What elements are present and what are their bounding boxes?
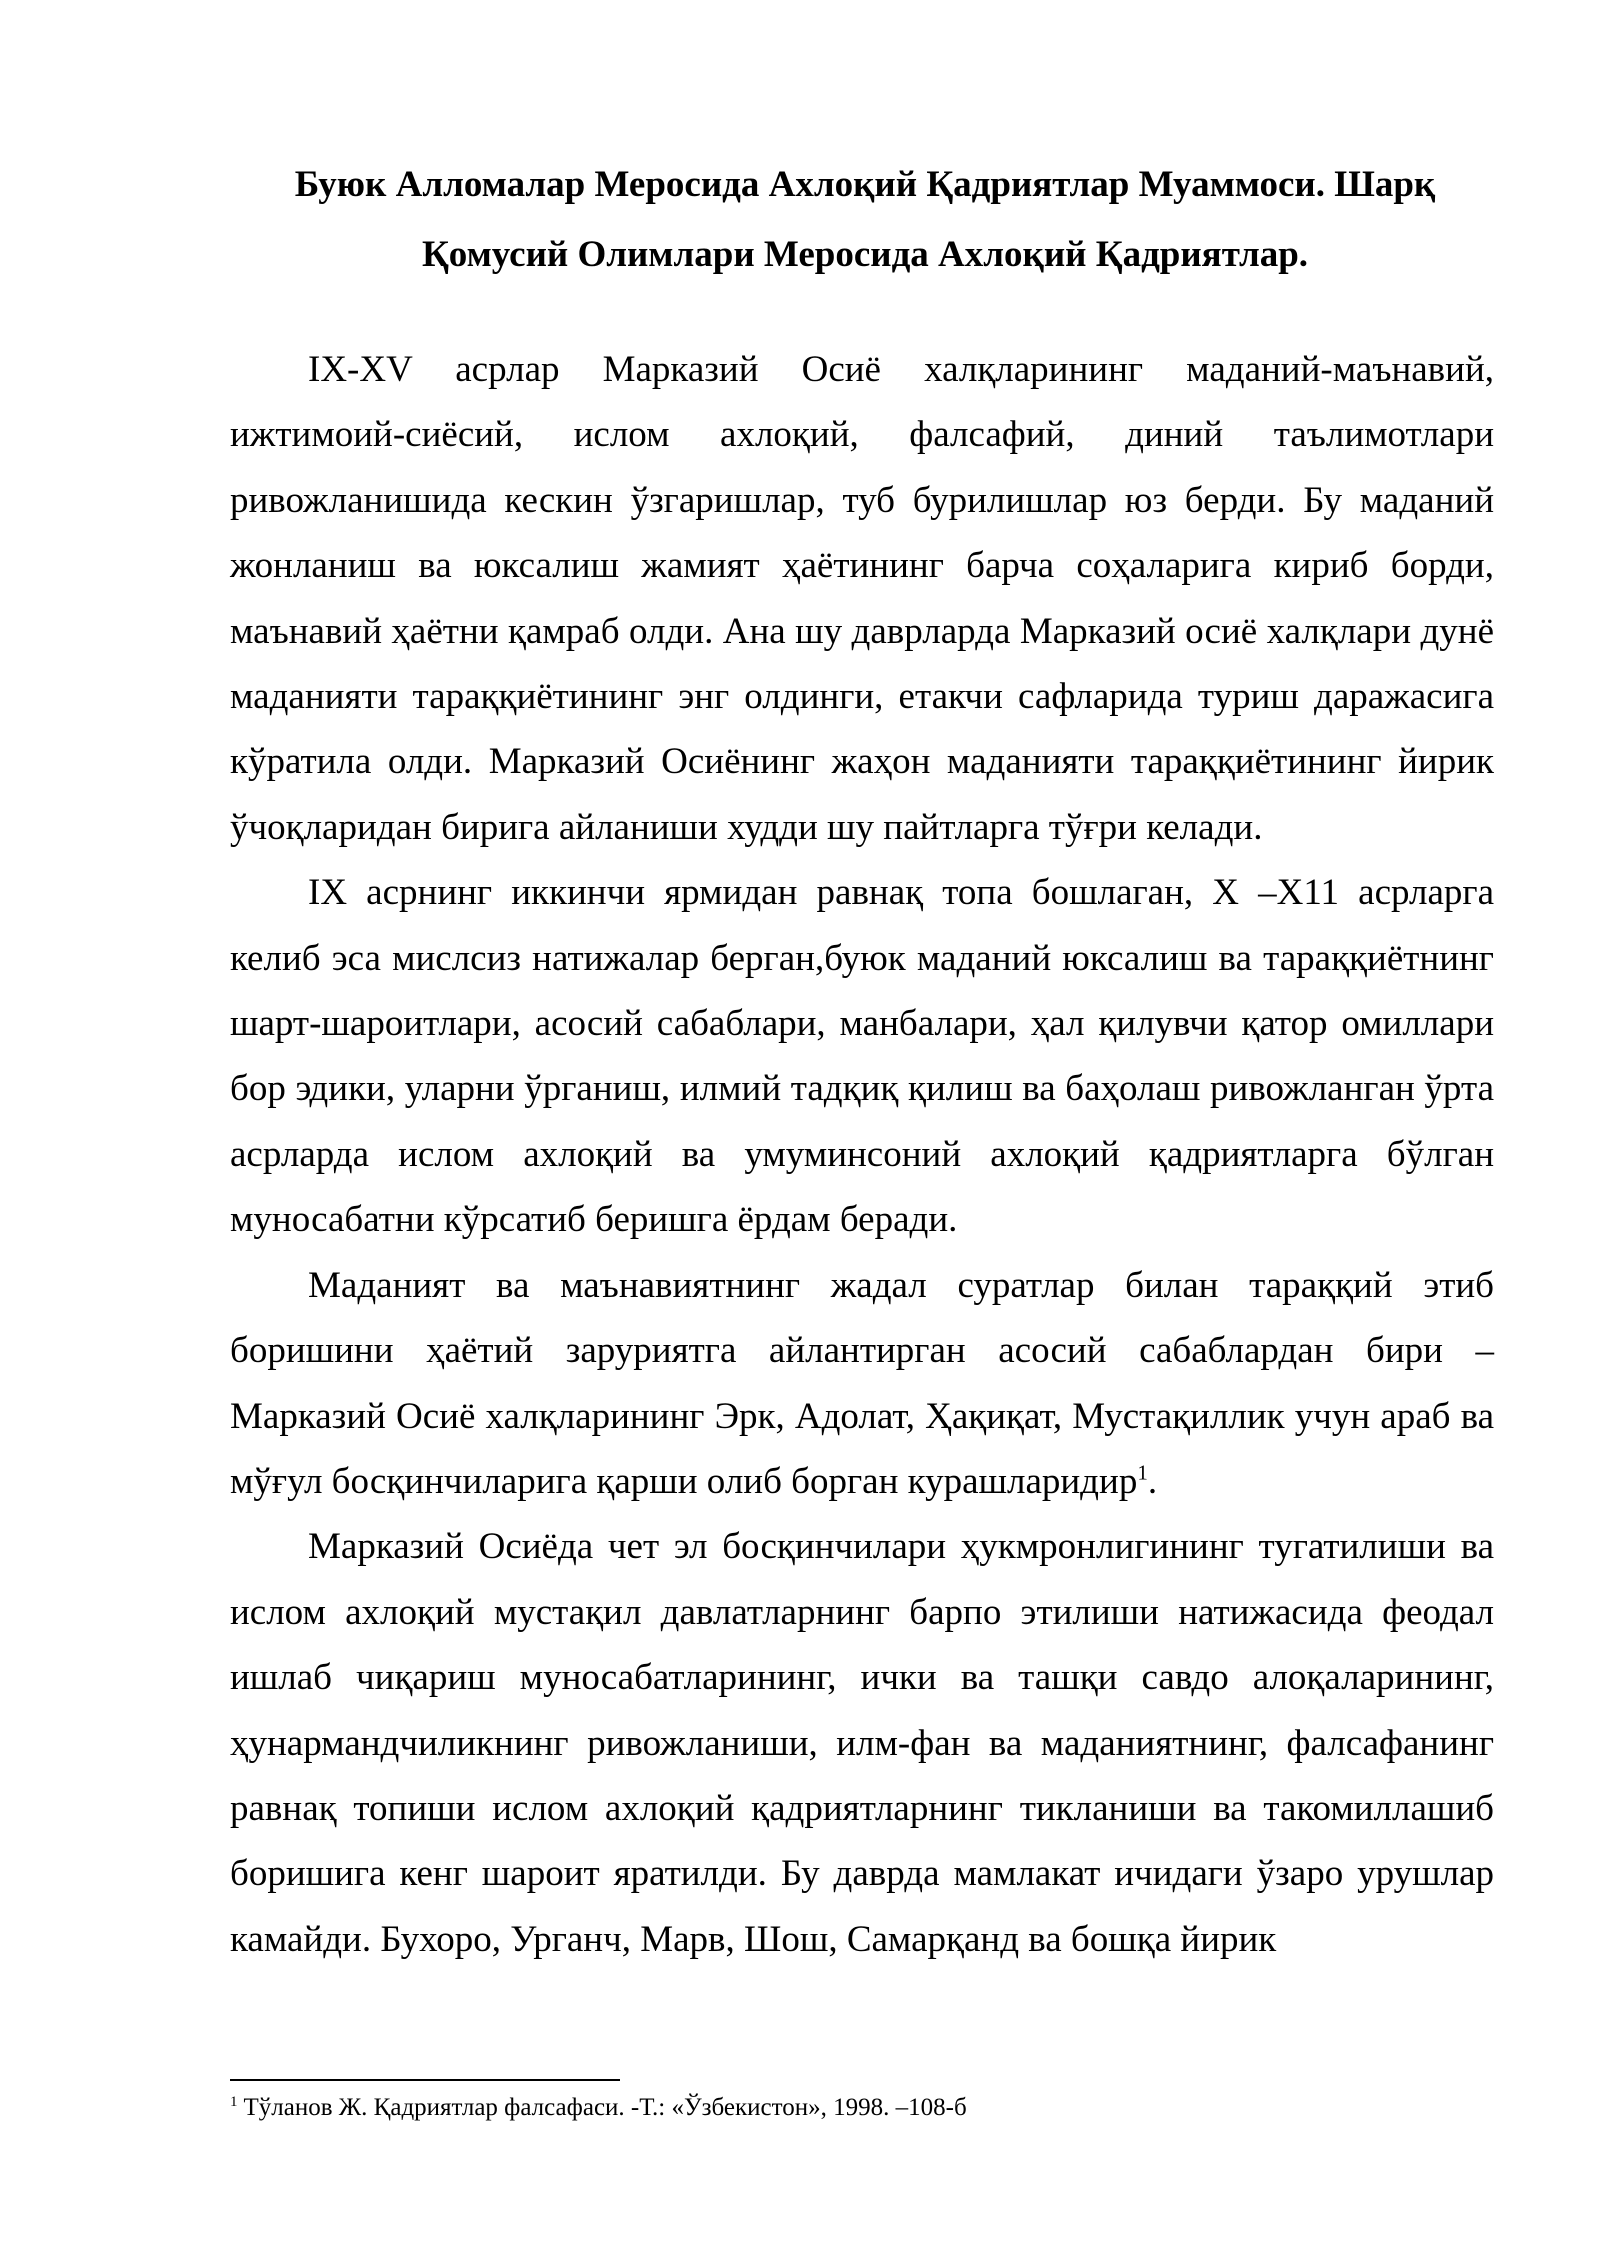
paragraph-1	[230, 337, 1494, 860]
footnote-separator	[230, 2079, 620, 2081]
paragraph-2	[230, 860, 1494, 1252]
page-title	[230, 150, 1500, 290]
paragraph-text: IX-XV асрлар Марказий Осиё халқларининг маданий-маънавий, ижтимоий-сиёсий, ислом ахлоқий, фалсафий, диний таълимотлари ривожланишида кескин ўзгаришлар, туб бурилишлар юз берди. Бу маданий жонланиш ва юксалиш жамият ҳаётининг барча соҳаларига кириб борди, маънавий ҳаётни қамраб олди. Ана шу даврларда Марказий осиё халқлари дунё маданияти тараққиётининг энг олдинги, етакчи сафларида туриш даражасига кўратила олди. Марказий Осиёнинг жаҳон маданияти тараққиётининг йирик ўчоқларидан бирига айланиши худди шу пайтларга тўғри келади.	[230, 349, 1494, 848]
title-line-1: Буюк Алломалар Меросида Ахлоқий Қадриятлар Муаммоси. Шарқ	[294, 164, 1436, 205]
footnote	[230, 2093, 1494, 2123]
paragraph-text: Марказий Осиёда чет эл босқинчилари ҳукмронлигининг тугатилиши ва ислом ахлоқий мустақил давлатларнинг барпо этилиши натижасида феодал ишлаб чиқариш муносабатларининг, ички ва ташқи савдо алоқаларининг, ҳунармандчиликнинг ривожланиши, илм-фан ва маданиятнинг, фалсафанинг равнақ топиши ислом ахлоқий қадриятларнинг тикланиши ва такомиллашиб боришига кенг шароит яратилди. Бу даврда мамлакат ичидаги ўзаро урушлар камайди. Бухоро, Урганч, Марв, Шош, Самарқанд ва бошқа йирик	[230, 1526, 1494, 1960]
paragraph-text: IX асрнинг иккинчи ярмидан равнақ топа бошлаган, X –X11 асрларга келиб эса мислсиз натижалар берган,буюк маданий юксалиш ва тараққиётнинг шарт-шароитлари, асосий сабаблари, манбалари, ҳал қилувчи қатор омиллари бор эдики, уларни ўрганиш, илмий тадқиқ қилиш ва баҳолаш ривожланган ўрта асрларда ислом ахлоқий ва умуминсоний ахлоқий қадриятларга бўлган муносабатни кўрсатиб беришга ёрдам беради.	[230, 872, 1494, 1241]
title-line-2: Қомусий Олимлари Меросида Ахлоқий Қадриятлар.	[421, 234, 1309, 275]
footnote-reference[interactable]: 1	[1137, 1460, 1148, 1485]
paragraph-4	[230, 1514, 1494, 1972]
body-text	[230, 337, 1494, 1972]
paragraph-text: Маданият ва маънавиятнинг жадал суратлар билан тараққий этиб боришини ҳаётий заруриятга айлантирган асосий сабаблардан бири – Марказий Осиё халқларининг Эрк, Адолат, Ҳақиқат, Мустақиллик учун араб ва мўғул босқинчиларига қарши олиб борган курашларидир	[230, 1264, 1494, 1502]
footnote-marker: 1	[230, 2093, 238, 2110]
paragraph-3	[230, 1253, 1494, 1515]
footnote-text: Тўланов Ж. Қадриятлар фалсафаси. -Т.: «Ўзбекистон», 1998. –108-б	[243, 2094, 967, 2121]
paragraph-tail: .	[1147, 1460, 1158, 1502]
